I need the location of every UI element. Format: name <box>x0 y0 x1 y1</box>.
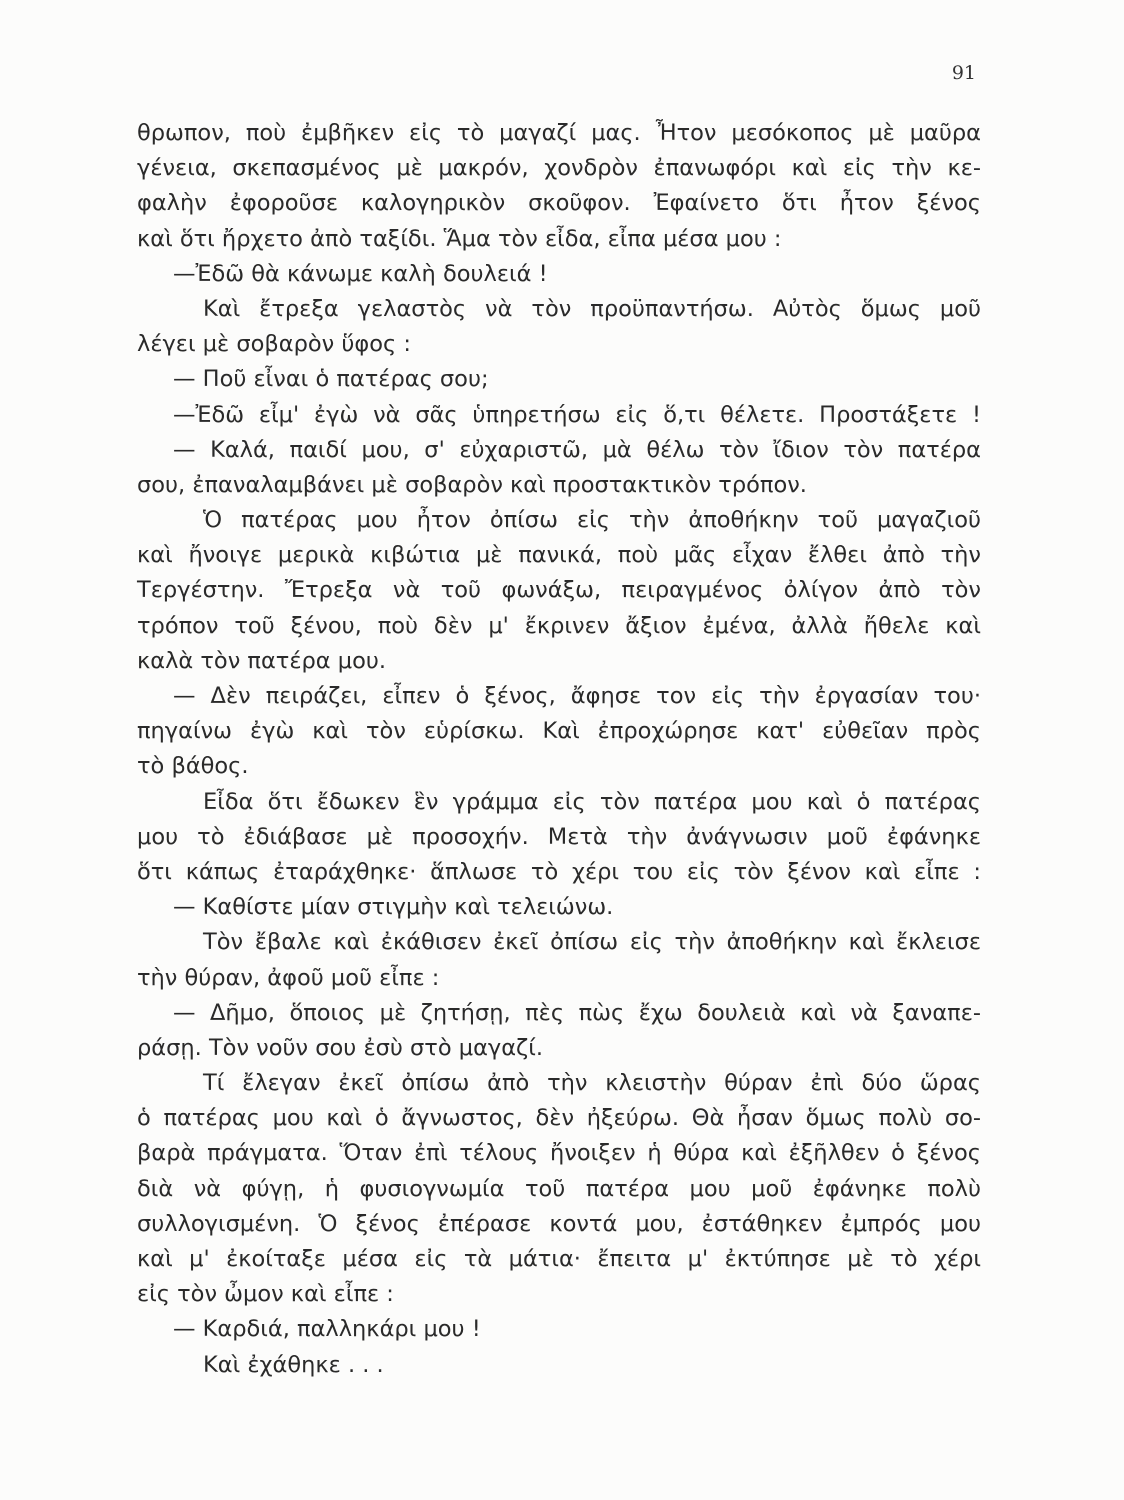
text-line: — Δῆμο, ὅποιος μὲ ζητήσῃ, πὲς πὼς ἔχω δουλειὰ καὶ νὰ ξαναπε- <box>173 999 981 1026</box>
text-line: —Ἐδῶ θὰ κάνωμε καλὴ δουλειά ! <box>173 260 548 287</box>
text-line: θρωπον, ποὺ ἐμβῆκεν εἰς τὸ μαγαζί μας. Ἦτον μεσόκοπος μὲ μαῦρα <box>137 120 981 146</box>
text-line: διὰ νὰ φύγῃ, ἡ φυσιογνωμία τοῦ πατέρα μου μοῦ ἐφάνηκε πολὺ <box>137 1175 981 1202</box>
text-line: τὴν θύραν, ἀφοῦ μοῦ εἶπε : <box>137 964 440 991</box>
text-line: Καὶ ἐχάθηκε . . . <box>203 1351 384 1378</box>
text-line: τὸ βάθος. <box>137 753 249 780</box>
text-line: τρόπον τοῦ ξένου, ποὺ δὲν μ' ἔκρινεν ἄξιον ἐμένα, ἀλλὰ ἤθελε καὶ <box>137 612 981 639</box>
text-line: Τεργέστην. Ἔτρεξα νὰ τοῦ φωνάξω, πειραγμένος ὀλίγον ἀπὸ τὸν <box>137 577 981 604</box>
text-line: καὶ μ' ἐκοίταξε μέσα εἰς τὰ μάτια· ἔπειτα μ' ἐκτύπησε μὲ τὸ χέρι <box>137 1246 981 1272</box>
text-line: ὁ πατέρας μου καὶ ὁ ἄγνωστος, δὲν ἠξεύρω. Θὰ ἦσαν ὅμως πολὺ σο- <box>137 1105 981 1132</box>
text-line: ράσῃ. Τὸν νοῦν σου ἐσὺ στὸ μαγαζί. <box>137 1034 544 1061</box>
text-line: Ὁ πατέρας μου ἦτον ὀπίσω εἰς τὴν ἀποθήκην τοῦ μαγαζιοῦ <box>203 507 981 534</box>
body-text <box>137 116 981 1383</box>
text-line: Εἶδα ὅτι ἔδωκεν ἓν γράμμα εἰς τὸν πατέρα μου καὶ ὁ πατέρας <box>203 788 981 815</box>
text-line: καὶ ἤνοιγε μερικὰ κιβώτια μὲ πανικά, ποὺ μᾶς εἶχαν ἔλθει ἀπὸ τὴν <box>137 542 981 569</box>
text-line: βαρὰ πράγματα. Ὅταν ἐπὶ τέλους ἤνοιξεν ἡ θύρα καὶ ἐξῆλθεν ὁ ξένος <box>137 1140 981 1167</box>
text-line: — Καθίστε μίαν στιγμὴν καὶ τελειώνω. <box>173 894 614 921</box>
text-line: —Ἐδῶ εἶμ' ἐγὼ νὰ σᾶς ὑπηρετήσω εἰς ὅ,τι θέλετε. Προστάξετε ! <box>173 401 981 428</box>
text-line: συλλογισμένη. Ὁ ξένος ἐπέρασε κοντά μου, ἐστάθηκεν ἐμπρός μου <box>137 1210 981 1237</box>
text-line: καλὰ τὸν πατέρα μου. <box>137 647 387 674</box>
text-line: Τὸν ἔβαλε καὶ ἐκάθισεν ἐκεῖ ὀπίσω εἰς τὴν ἀποθήκην καὶ ἔκλεισε <box>203 929 981 956</box>
text-line: μου τὸ ἐδιάβασε μὲ προσοχήν. Μετὰ τὴν ἀνάγνωσιν μοῦ ἐφάνηκε <box>137 823 981 850</box>
text-line: — Καρδιά, παλληκάρι μου ! <box>173 1316 481 1343</box>
text-line: γένεια, σκεπασμένος μὲ μακρόν, χονδρὸν ἐπανωφόρι καὶ εἰς τὴν κε- <box>137 155 981 182</box>
text-line: ὅτι κάπως ἐταράχθηκε· ἅπλωσε τὸ χέρι του εἰς τὸν ξένον καὶ εἶπε : <box>137 858 981 885</box>
text-line: Τί ἔλεγαν ἐκεῖ ὀπίσω ἀπὸ τὴν κλειστὴν θύραν ἐπὶ δύο ὥρας <box>203 1070 981 1097</box>
text-line: — Καλά, παιδί μου, σ' εὐχαριστῶ, μὰ θέλω τὸν ἴδιον τὸν πατέρα <box>173 436 981 463</box>
text-line: σου, ἐπαναλαμβάνει μὲ σοβαρὸν καὶ προστακτικὸν τρόπον. <box>137 471 807 498</box>
text-line: καὶ ὅτι ἤρχετο ἀπὸ ταξίδι. Ἅμα τὸν εἶδα, εἶπα μέσα μου : <box>137 225 782 252</box>
text-line: φαλὴν ἐφοροῦσε καλογηρικὸν σκοῦφον. Ἐφαίνετο ὅτι ἦτον ξένος <box>137 190 981 217</box>
page-number: 91 <box>951 62 976 84</box>
text-line: Καὶ ἔτρεξα γελαστὸς νὰ τὸν προϋπαντήσω. Αὐτὸς ὅμως μοῦ <box>203 295 981 322</box>
text-line: εἰς τὸν ὦμον καὶ εἶπε : <box>137 1281 394 1308</box>
text-line: πηγαίνω ἐγὼ καὶ τὸν εὑρίσκω. Καὶ ἐπροχώρησε κατ' εὐθεῖαν πρὸς <box>137 718 981 745</box>
text-line: — Δὲν πειράζει, εἶπεν ὁ ξένος, ἄφησε τον εἰς τὴν ἐργασίαν του· <box>173 683 981 709</box>
text-line: — Ποῦ εἶναι ὁ πατέρας σου; <box>173 366 489 393</box>
text-line: λέγει μὲ σοβαρὸν ὕφος : <box>137 331 411 358</box>
